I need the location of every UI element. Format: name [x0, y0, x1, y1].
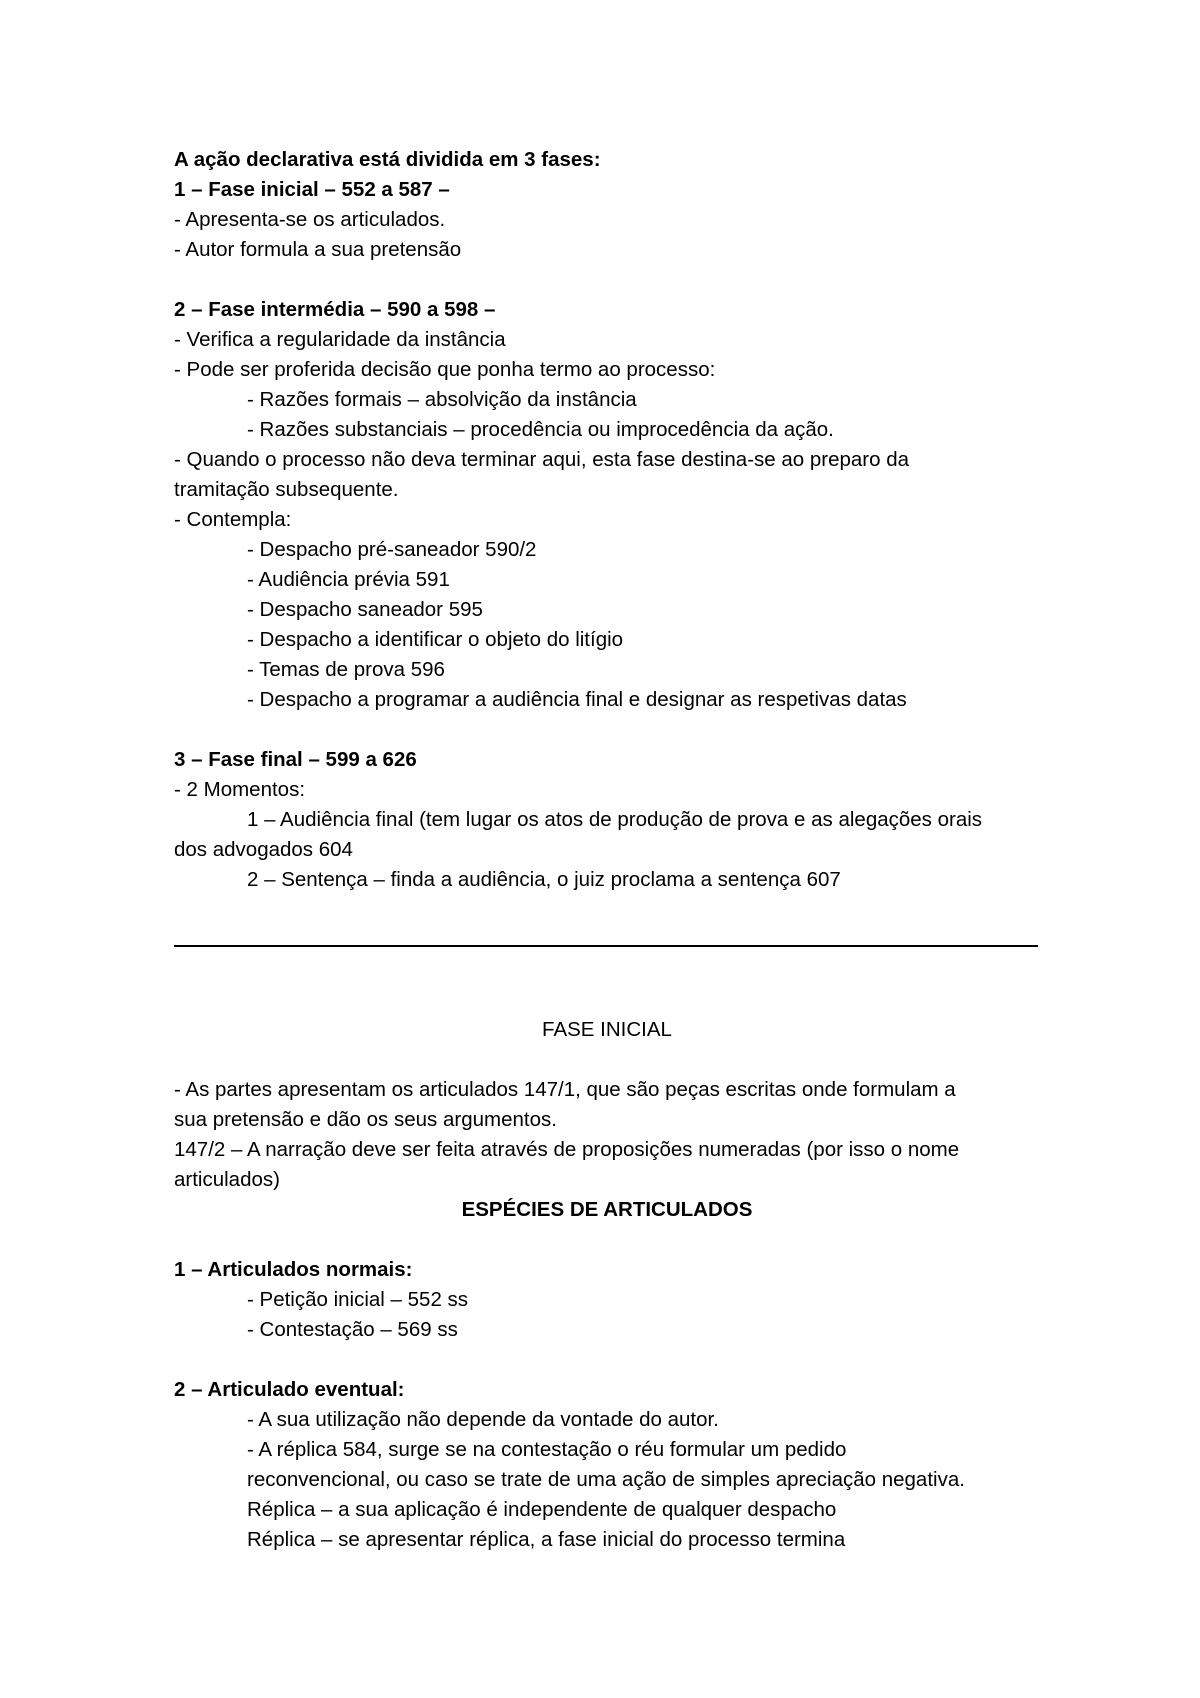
fase2-item: - Verifica a regularidade da instância [174, 328, 506, 351]
fase3-momentos: - 2 Momentos: [174, 778, 306, 801]
eventual-item: - A réplica 584, surge se na contestação o réu formular um pedido [247, 1438, 847, 1461]
fase2-quando-line: tramitação subsequente. [174, 478, 399, 501]
contempla-item: - Despacho a identificar o objeto do litígio [247, 628, 624, 651]
fase2-subitem: - Razões substanciais – procedência ou improcedência da ação. [247, 418, 834, 441]
spacer [174, 895, 1040, 1015]
fase3-momento-1-cont: dos advogados 604 [174, 838, 353, 861]
normais-heading: 1 – Articulados normais: [174, 1258, 413, 1281]
fase1-item: - Apresenta-se os articulados. [174, 208, 446, 231]
blank-line [174, 1345, 1040, 1375]
paragraph-line: sua pretensão e dão os seus argumentos. [174, 1108, 557, 1131]
eventual-item: Réplica – a sua aplicação é independente de qualquer despacho [247, 1498, 837, 1521]
contempla-item: - Audiência prévia 591 [247, 568, 450, 591]
fase2-subitem: - Razões formais – absolvição da instância [247, 388, 637, 411]
paragraph-line: 147/2 – A narração deve ser feita através de proposições numeradas (por isso o nome [174, 1138, 960, 1161]
document-page [174, 145, 1040, 1555]
fase2-heading: 2 – Fase intermédia – 590 a 598 – [174, 298, 496, 321]
contempla-item: - Temas de prova 596 [247, 658, 445, 681]
blank-line [174, 265, 1040, 295]
fase3-momento-2: 2 – Sentença – finda a audiência, o juiz proclama a sentença 607 [247, 868, 841, 891]
paragraph-line: articulados) [174, 1168, 280, 1191]
eventual-item: Réplica – se apresentar réplica, a fase inicial do processo termina [247, 1528, 846, 1551]
section-divider [174, 945, 1038, 947]
contempla-item: - Despacho pré-saneador 590/2 [247, 538, 537, 561]
eventual-item: - A sua utilização não depende da vontade do autor. [247, 1408, 719, 1431]
especies-heading: ESPÉCIES DE ARTICULADOS [461, 1198, 753, 1221]
normais-item: - Contestação – 569 ss [247, 1318, 458, 1341]
blank-line [174, 715, 1040, 745]
paragraph-line: - As partes apresentam os articulados 147/1, que são peças escritas onde formulam a [174, 1078, 956, 1101]
fase1-heading: 1 – Fase inicial – 552 a 587 – [174, 178, 450, 201]
eventual-item: reconvencional, ou caso se trate de uma ação de simples apreciação negativa. [247, 1468, 965, 1491]
document-title: A ação declarativa está dividida em 3 fases: [174, 148, 601, 171]
fase-inicial-heading: FASE INICIAL [542, 1018, 672, 1041]
contempla-item: - Despacho a programar a audiência final e designar as respetivas datas [247, 688, 907, 711]
fase1-item: - Autor formula a sua pretensão [174, 238, 462, 261]
fase3-momento-1: 1 – Audiência final (tem lugar os atos de produção de prova e as alegações orais [247, 808, 983, 831]
contempla-item: - Despacho saneador 595 [247, 598, 483, 621]
fase2-contempla: - Contempla: [174, 508, 292, 531]
eventual-heading: 2 – Articulado eventual: [174, 1378, 405, 1401]
normais-item: - Petição inicial – 552 ss [247, 1288, 469, 1311]
blank-line [174, 1225, 1040, 1255]
blank-line [174, 1045, 1040, 1075]
fase2-item: - Pode ser proferida decisão que ponha termo ao processo: [174, 358, 716, 381]
fase3-heading: 3 – Fase final – 599 a 626 [174, 748, 417, 771]
fase2-quando-line: - Quando o processo não deva terminar aqui, esta fase destina-se ao preparo da [174, 448, 910, 471]
